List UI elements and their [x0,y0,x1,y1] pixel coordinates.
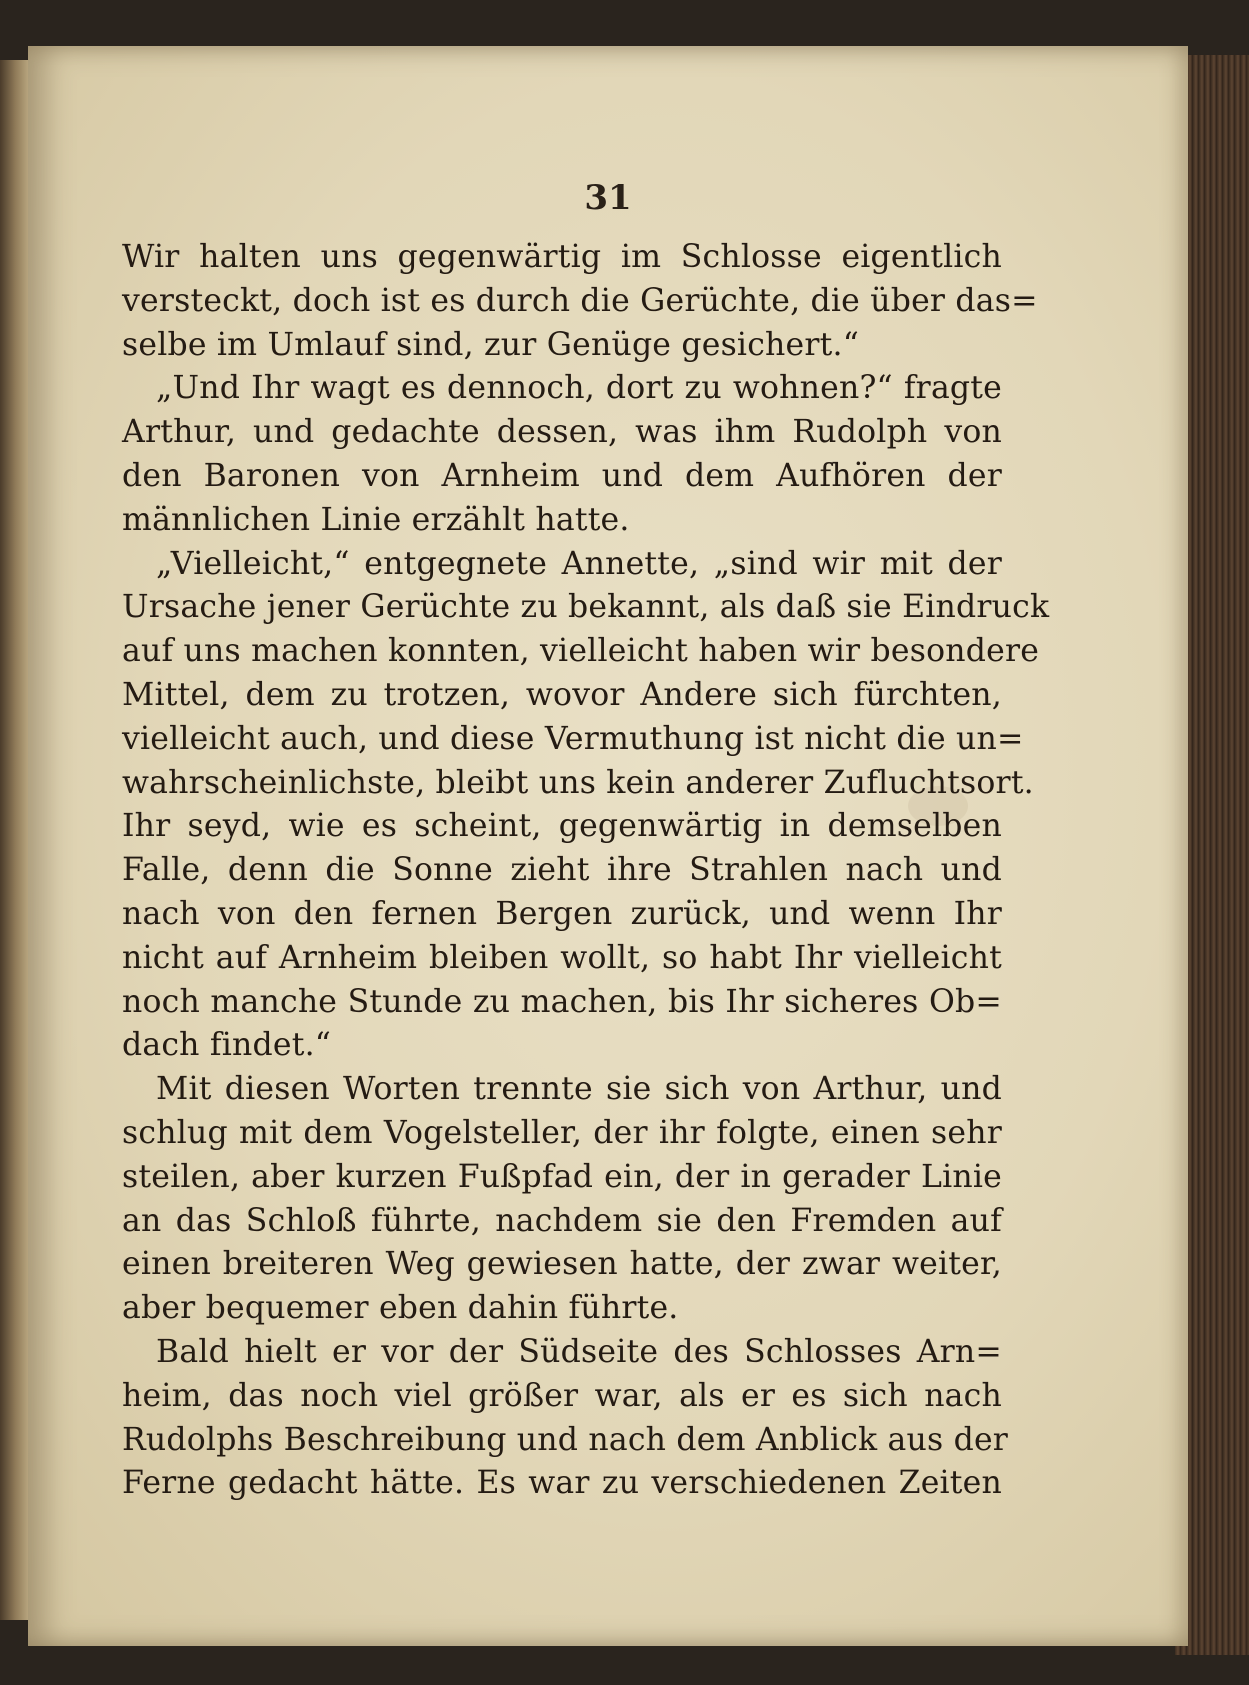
text-line: Mit diesen Worten trennte sie sich von Arthur, und [156,1071,1002,1108]
text-line: wahrscheinlichste, bleibt uns kein anderer Zufluchtsort. [122,764,1034,801]
text-line: Arthur, und gedachte dessen, was ihm Rudolph von [122,414,1002,451]
text-line: Rudolphs Beschreibung und nach dem Anblick aus der [122,1421,1009,1458]
text-line: auf uns machen konnten, vielleicht haben wir besondere [122,633,1040,670]
text-line: dach findet.“ [122,1027,332,1064]
text-line: Ihr seyd, wie es scheint, gegenwärtig in demselben [122,808,1002,845]
text-line: nicht auf Arnheim bleiben wollt, so habt Ihr vielleicht [122,939,1002,976]
text-line: Wir halten uns gegenwärtig im Schlosse eigentlich [122,239,1002,275]
body-text [122,236,1050,1506]
text-line: nach von den fernen Bergen zurück, und wenn Ihr [122,895,1002,932]
text-line: steilen, aber kurzen Fußpfad ein, der in gerader Linie [122,1158,1002,1195]
text-line: schlug mit dem Vogelsteller, der ihr folgte, einen sehr [122,1114,1002,1151]
text-line: Bald hielt er vor der Südseite des Schlosses Arn= [156,1333,1002,1370]
text-line: selbe im Umlauf sind, zur Genüge gesichert.“ [122,326,860,363]
text-line: Falle, denn die Sonne zieht ihre Strahlen nach und [122,852,1002,889]
text-line: noch manche Stunde zu machen, bis Ihr sicheres Ob= [122,983,1002,1020]
text-line: heim, das noch viel größer war, als er es sich nach [122,1377,1002,1414]
text-line: männlichen Linie erzählt hatte. [122,501,630,538]
text-line: „Vielleicht,“ entgegnete Annette, „sind wir mit der [156,545,1002,582]
text-line: Ursache jener Gerüchte zu bekannt, als daß sie Eindruck [122,589,1050,626]
book-page [28,46,1188,1646]
text-line: Mittel, dem zu trotzen, wovor Andere sich fürchten, [122,676,1002,713]
text-line: den Baronen von Arnheim und dem Aufhören der [122,457,1002,494]
text-line: vielleicht auch, und diese Vermuthung ist nicht die un= [122,720,1024,757]
text-line: aber bequemer eben dahin führte. [122,1290,679,1327]
text-line: versteckt, doch ist es durch die Gerüchte, die über das= [122,282,1038,319]
page-number: 31 [584,178,632,218]
text-line: an das Schloß führte, nachdem sie den Fremden auf [122,1202,1002,1239]
text-line: einen breiteren Weg gewiesen hatte, der zwar weiter, [122,1246,1002,1283]
text-line: „Und Ihr wagt es dennoch, dort zu wohnen?“ fragte [156,370,1002,407]
text-line: Ferne gedacht hätte. Es war zu verschiedenen Zeiten [122,1465,1002,1502]
